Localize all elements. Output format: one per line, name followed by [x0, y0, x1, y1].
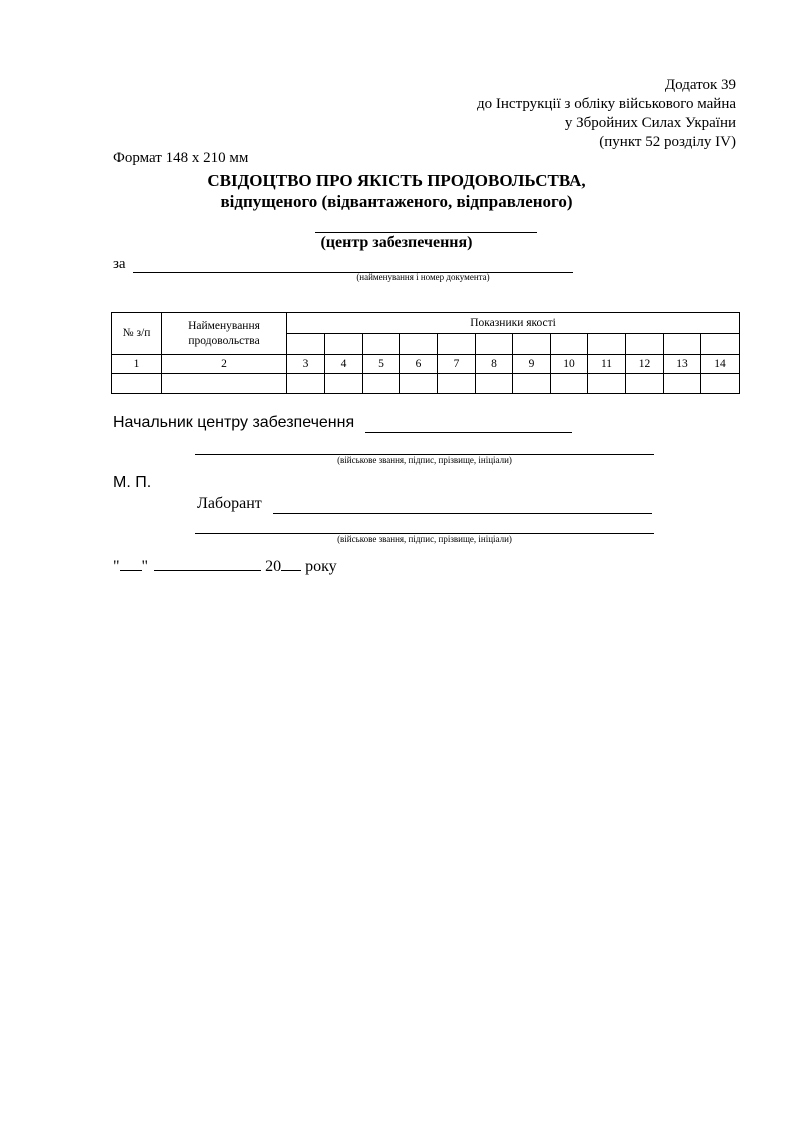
document-subtitle: відпущеного (відвантаженого, відправленого): [220, 192, 573, 211]
column-number: 4: [325, 355, 363, 374]
date-close-quote: ": [141, 558, 149, 575]
lab-field-line[interactable]: [273, 513, 652, 514]
data-cell[interactable]: [476, 374, 513, 394]
header-food-name: Найменування продовольства: [162, 313, 287, 355]
quality-table: [111, 312, 740, 394]
column-number: 13: [664, 355, 701, 374]
chief-field-line[interactable]: [365, 432, 572, 433]
column-number: 10: [551, 355, 588, 374]
appendix-armed-forces: у Збройних Силах України: [564, 115, 736, 131]
indicator-cell: [476, 334, 513, 355]
za-label: за: [113, 256, 126, 272]
data-cell[interactable]: [438, 374, 476, 394]
document-title: СВІДОЦТВО ПРО ЯКІСТЬ ПРОДОВОЛЬСТВА,: [207, 171, 586, 190]
column-number: 11: [588, 355, 626, 374]
lab-label: Лаборант: [197, 495, 262, 512]
column-number: 5: [363, 355, 400, 374]
date-year-field[interactable]: [281, 556, 301, 571]
date-century: 20: [265, 558, 282, 575]
date-day-field[interactable]: [120, 556, 142, 571]
column-number: 1: [112, 355, 162, 374]
data-cell[interactable]: [162, 374, 287, 394]
data-cell[interactable]: [513, 374, 551, 394]
data-cell[interactable]: [287, 374, 325, 394]
appendix-clause: (пункт 52 розділу IV): [599, 134, 736, 150]
data-cell[interactable]: [112, 374, 162, 394]
column-number: 2: [162, 355, 287, 374]
header-number: № з/п: [112, 313, 162, 355]
data-cell[interactable]: [701, 374, 740, 394]
header-quality-indicators: Показники якості: [287, 313, 740, 334]
column-number: 9: [513, 355, 551, 374]
data-cell[interactable]: [325, 374, 363, 394]
indicator-cell: [626, 334, 664, 355]
data-cell[interactable]: [363, 374, 400, 394]
lab-signature-caption: (військове звання, підпис, прізвище, ініціали): [337, 534, 512, 544]
column-number: 12: [626, 355, 664, 374]
data-cell[interactable]: [551, 374, 588, 394]
center-field-line[interactable]: [315, 232, 537, 233]
indicator-cell: [400, 334, 438, 355]
indicator-cell: [325, 334, 363, 355]
column-number: 8: [476, 355, 513, 374]
column-number: 7: [438, 355, 476, 374]
format-label: Формат 148 х 210 мм: [113, 150, 249, 166]
indicator-cell: [438, 334, 476, 355]
column-number: 3: [287, 355, 325, 374]
stamp-label: М. П.: [113, 474, 152, 491]
chief-label: Начальник центру забезпечення: [113, 414, 355, 431]
date-suffix: року: [305, 558, 337, 575]
data-cell[interactable]: [588, 374, 626, 394]
indicator-cell: [513, 334, 551, 355]
column-number: 14: [701, 355, 740, 374]
indicator-cell: [287, 334, 325, 355]
indicator-cell: [551, 334, 588, 355]
date-line: [113, 556, 337, 576]
indicator-cell: [701, 334, 740, 355]
indicator-cell: [664, 334, 701, 355]
center-caption: (центр забезпечення): [320, 234, 473, 251]
column-number: 6: [400, 355, 438, 374]
date-open-quote: ": [113, 558, 120, 575]
indicator-cell: [588, 334, 626, 355]
date-month-field[interactable]: [154, 556, 261, 571]
data-cell[interactable]: [626, 374, 664, 394]
chief-signature-caption: (військове звання, підпис, прізвище, ініціали): [337, 455, 512, 465]
data-cell[interactable]: [664, 374, 701, 394]
document-caption: (найменування і номер документа): [356, 272, 490, 282]
appendix-instruction: до Інструкції з обліку військового майна: [477, 96, 736, 112]
data-cell[interactable]: [400, 374, 438, 394]
appendix-number: Додаток 39: [664, 77, 736, 93]
indicator-cell: [363, 334, 400, 355]
